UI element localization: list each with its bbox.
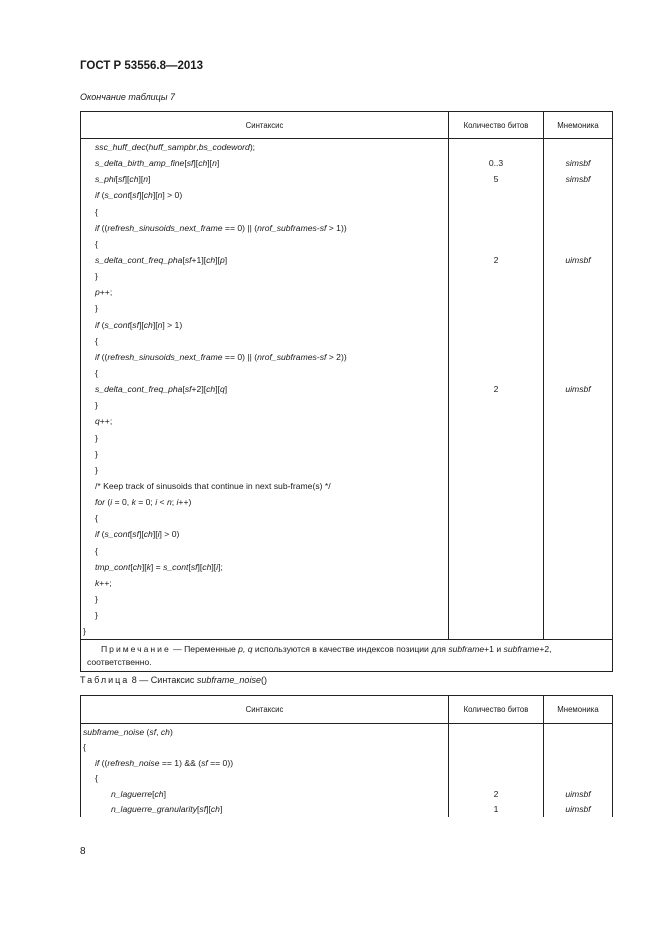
table-row [81, 381, 613, 397]
bits-cell [449, 300, 544, 316]
bits-cell [449, 724, 544, 740]
mnemonic-cell [544, 771, 613, 787]
syntax-cell: } [81, 607, 449, 623]
bits-cell [449, 430, 544, 446]
table-8 [80, 695, 613, 817]
bits-cell [449, 462, 544, 478]
syntax-cell: { [81, 365, 449, 381]
syntax-cell: subframe_noise (sf, ch) [81, 724, 449, 740]
table-row [81, 607, 613, 623]
bits-cell [449, 771, 544, 787]
bits-cell [449, 623, 544, 640]
bits-cell [449, 187, 544, 203]
mnemonic-cell: simsbf [544, 171, 613, 187]
bits-cell: 1 [449, 802, 544, 818]
syntax-cell: if ((refresh_noise == 1) && (sf == 0)) [81, 755, 449, 771]
syntax-cell: s_delta_cont_freq_pha[sf+1][ch][p] [81, 252, 449, 268]
bits-cell [449, 317, 544, 333]
syntax-cell: { [81, 333, 449, 349]
table-row [81, 740, 613, 756]
bits-cell [449, 349, 544, 365]
table-row [81, 430, 613, 446]
table-row [81, 786, 613, 802]
table-row [81, 755, 613, 771]
bits-cell [449, 478, 544, 494]
table-row [81, 252, 613, 268]
syntax-cell: if (s_cont[sf][ch][i] > 0) [81, 526, 449, 542]
bits-cell [449, 543, 544, 559]
mnemonic-cell [544, 607, 613, 623]
syntax-cell: } [81, 446, 449, 462]
mnemonic-cell [544, 284, 613, 300]
table-row [81, 187, 613, 203]
table-row [81, 494, 613, 510]
bits-cell [449, 510, 544, 526]
syntax-cell: if ((refresh_sinusoids_next_frame == 0) || (nrof_subframes-sf > 1)) [81, 220, 449, 236]
table-row [81, 284, 613, 300]
mnemonic-cell [544, 755, 613, 771]
mnemonic-cell [544, 333, 613, 349]
mnemonic-cell [544, 462, 613, 478]
syntax-cell: { [81, 236, 449, 252]
mnemonic-cell: uimsbf [544, 786, 613, 802]
bits-cell [449, 236, 544, 252]
table-row [81, 446, 613, 462]
mnemonic-cell: uimsbf [544, 252, 613, 268]
mnemonic-cell [544, 397, 613, 413]
syntax-cell: if (s_cont[sf][ch][n] > 1) [81, 317, 449, 333]
table-row [81, 510, 613, 526]
table-row [81, 317, 613, 333]
bits-cell [449, 755, 544, 771]
mnemonic-cell [544, 430, 613, 446]
bits-cell: 5 [449, 171, 544, 187]
syntax-cell: s_phi[sf][ch][n] [81, 171, 449, 187]
bits-cell [449, 220, 544, 236]
table-row [81, 300, 613, 316]
syntax-cell: { [81, 204, 449, 220]
syntax-cell: s_delta_birth_amp_fine[sf][ch][n] [81, 155, 449, 171]
syntax-cell: if ((refresh_sinusoids_next_frame == 0) || (nrof_subframes-sf > 2)) [81, 349, 449, 365]
bits-cell [449, 740, 544, 756]
bits-cell [449, 284, 544, 300]
syntax-cell: n_laguerre[ch] [81, 786, 449, 802]
syntax-cell: { [81, 510, 449, 526]
table-row [81, 349, 613, 365]
mnemonic-cell [544, 559, 613, 575]
table-row [81, 802, 613, 818]
mnemonic-cell [544, 494, 613, 510]
bits-cell: 0..3 [449, 155, 544, 171]
mnemonic-cell [544, 526, 613, 542]
column-header-bits: Количество битов [449, 696, 544, 724]
bits-cell [449, 204, 544, 220]
table-row [81, 236, 613, 252]
bits-cell [449, 413, 544, 429]
page-number: 8 [80, 846, 86, 857]
column-header-mnemonic: Мнемоника [544, 112, 613, 139]
mnemonic-cell [544, 236, 613, 252]
document-header: ГОСТ Р 53556.8—2013 [80, 60, 204, 72]
mnemonic-cell: uimsbf [544, 381, 613, 397]
mnemonic-cell [544, 268, 613, 284]
table-row [81, 171, 613, 187]
mnemonic-cell [544, 510, 613, 526]
syntax-cell: n_laguerre_granularity[sf][ch] [81, 802, 449, 818]
table-row [81, 155, 613, 171]
mnemonic-cell [544, 724, 613, 740]
table-row [81, 365, 613, 381]
syntax-cell: s_delta_cont_freq_pha[sf+2][ch][q] [81, 381, 449, 397]
column-header-syntax: Синтаксис [81, 112, 449, 139]
mnemonic-cell [544, 365, 613, 381]
syntax-cell: } [81, 623, 449, 640]
column-header-bits: Количество битов [449, 112, 544, 139]
table-row [81, 462, 613, 478]
syntax-cell: ssc_huff_dec(huff_sampbr,bs_codeword); [81, 139, 449, 156]
table-row [81, 575, 613, 591]
table-row [81, 139, 613, 156]
bits-cell [449, 526, 544, 542]
syntax-cell: } [81, 300, 449, 316]
table-row [81, 413, 613, 429]
mnemonic-cell [544, 446, 613, 462]
bits-cell [449, 607, 544, 623]
bits-cell [449, 446, 544, 462]
syntax-cell: } [81, 268, 449, 284]
bits-cell [449, 365, 544, 381]
syntax-cell: } [81, 430, 449, 446]
bits-cell [449, 268, 544, 284]
bits-cell [449, 397, 544, 413]
table-row [81, 591, 613, 607]
table-row [81, 333, 613, 349]
syntax-cell: } [81, 591, 449, 607]
mnemonic-cell [544, 204, 613, 220]
mnemonic-cell [544, 591, 613, 607]
bits-cell [449, 559, 544, 575]
syntax-cell: tmp_cont[ch][k] = s_cont[sf][ch][i]; [81, 559, 449, 575]
bits-cell [449, 591, 544, 607]
syntax-cell: /* Keep track of sinusoids that continue in next sub-frame(s) */ [81, 478, 449, 494]
mnemonic-cell [544, 575, 613, 591]
mnemonic-cell [544, 740, 613, 756]
mnemonic-cell [544, 317, 613, 333]
column-header-mnemonic: Мнемоника [544, 696, 613, 724]
table-8-caption: Таблица 8 — Синтаксис subframe_noise() [80, 675, 267, 685]
mnemonic-cell [544, 220, 613, 236]
table-row [81, 559, 613, 575]
bits-cell [449, 333, 544, 349]
bits-cell: 2 [449, 786, 544, 802]
syntax-cell: p++; [81, 284, 449, 300]
syntax-cell: { [81, 771, 449, 787]
mnemonic-cell [544, 543, 613, 559]
table-row [81, 268, 613, 284]
syntax-cell: if (s_cont[sf][ch][n] > 0) [81, 187, 449, 203]
syntax-cell: for (i = 0, k = 0; i < n; i++) [81, 494, 449, 510]
bits-cell [449, 575, 544, 591]
mnemonic-cell [544, 187, 613, 203]
table-7 [80, 111, 613, 672]
mnemonic-cell [544, 139, 613, 156]
mnemonic-cell [544, 478, 613, 494]
table-7-caption: Окончание таблицы 7 [80, 92, 175, 102]
bits-cell [449, 494, 544, 510]
syntax-cell: q++; [81, 413, 449, 429]
bits-cell: 2 [449, 252, 544, 268]
mnemonic-cell: simsbf [544, 155, 613, 171]
table-row [81, 397, 613, 413]
mnemonic-cell [544, 349, 613, 365]
mnemonic-cell [544, 413, 613, 429]
syntax-cell: { [81, 543, 449, 559]
mnemonic-cell: uimsbf [544, 802, 613, 818]
table-row [81, 478, 613, 494]
syntax-cell: k++; [81, 575, 449, 591]
mnemonic-cell [544, 623, 613, 640]
table-7-note: Примечание — Переменные p, q используются в качестве индексов позиции для subframe+1 и subframe+2, соответственно. [81, 640, 613, 672]
bits-cell [449, 139, 544, 156]
syntax-cell: } [81, 462, 449, 478]
table-row [81, 220, 613, 236]
table-row [81, 771, 613, 787]
table-row [81, 623, 613, 640]
table-row [81, 204, 613, 220]
column-header-syntax: Синтаксис [81, 696, 449, 724]
syntax-cell: } [81, 397, 449, 413]
mnemonic-cell [544, 300, 613, 316]
table-row [81, 526, 613, 542]
bits-cell: 2 [449, 381, 544, 397]
syntax-cell: { [81, 740, 449, 756]
table-row [81, 543, 613, 559]
table-row [81, 724, 613, 740]
